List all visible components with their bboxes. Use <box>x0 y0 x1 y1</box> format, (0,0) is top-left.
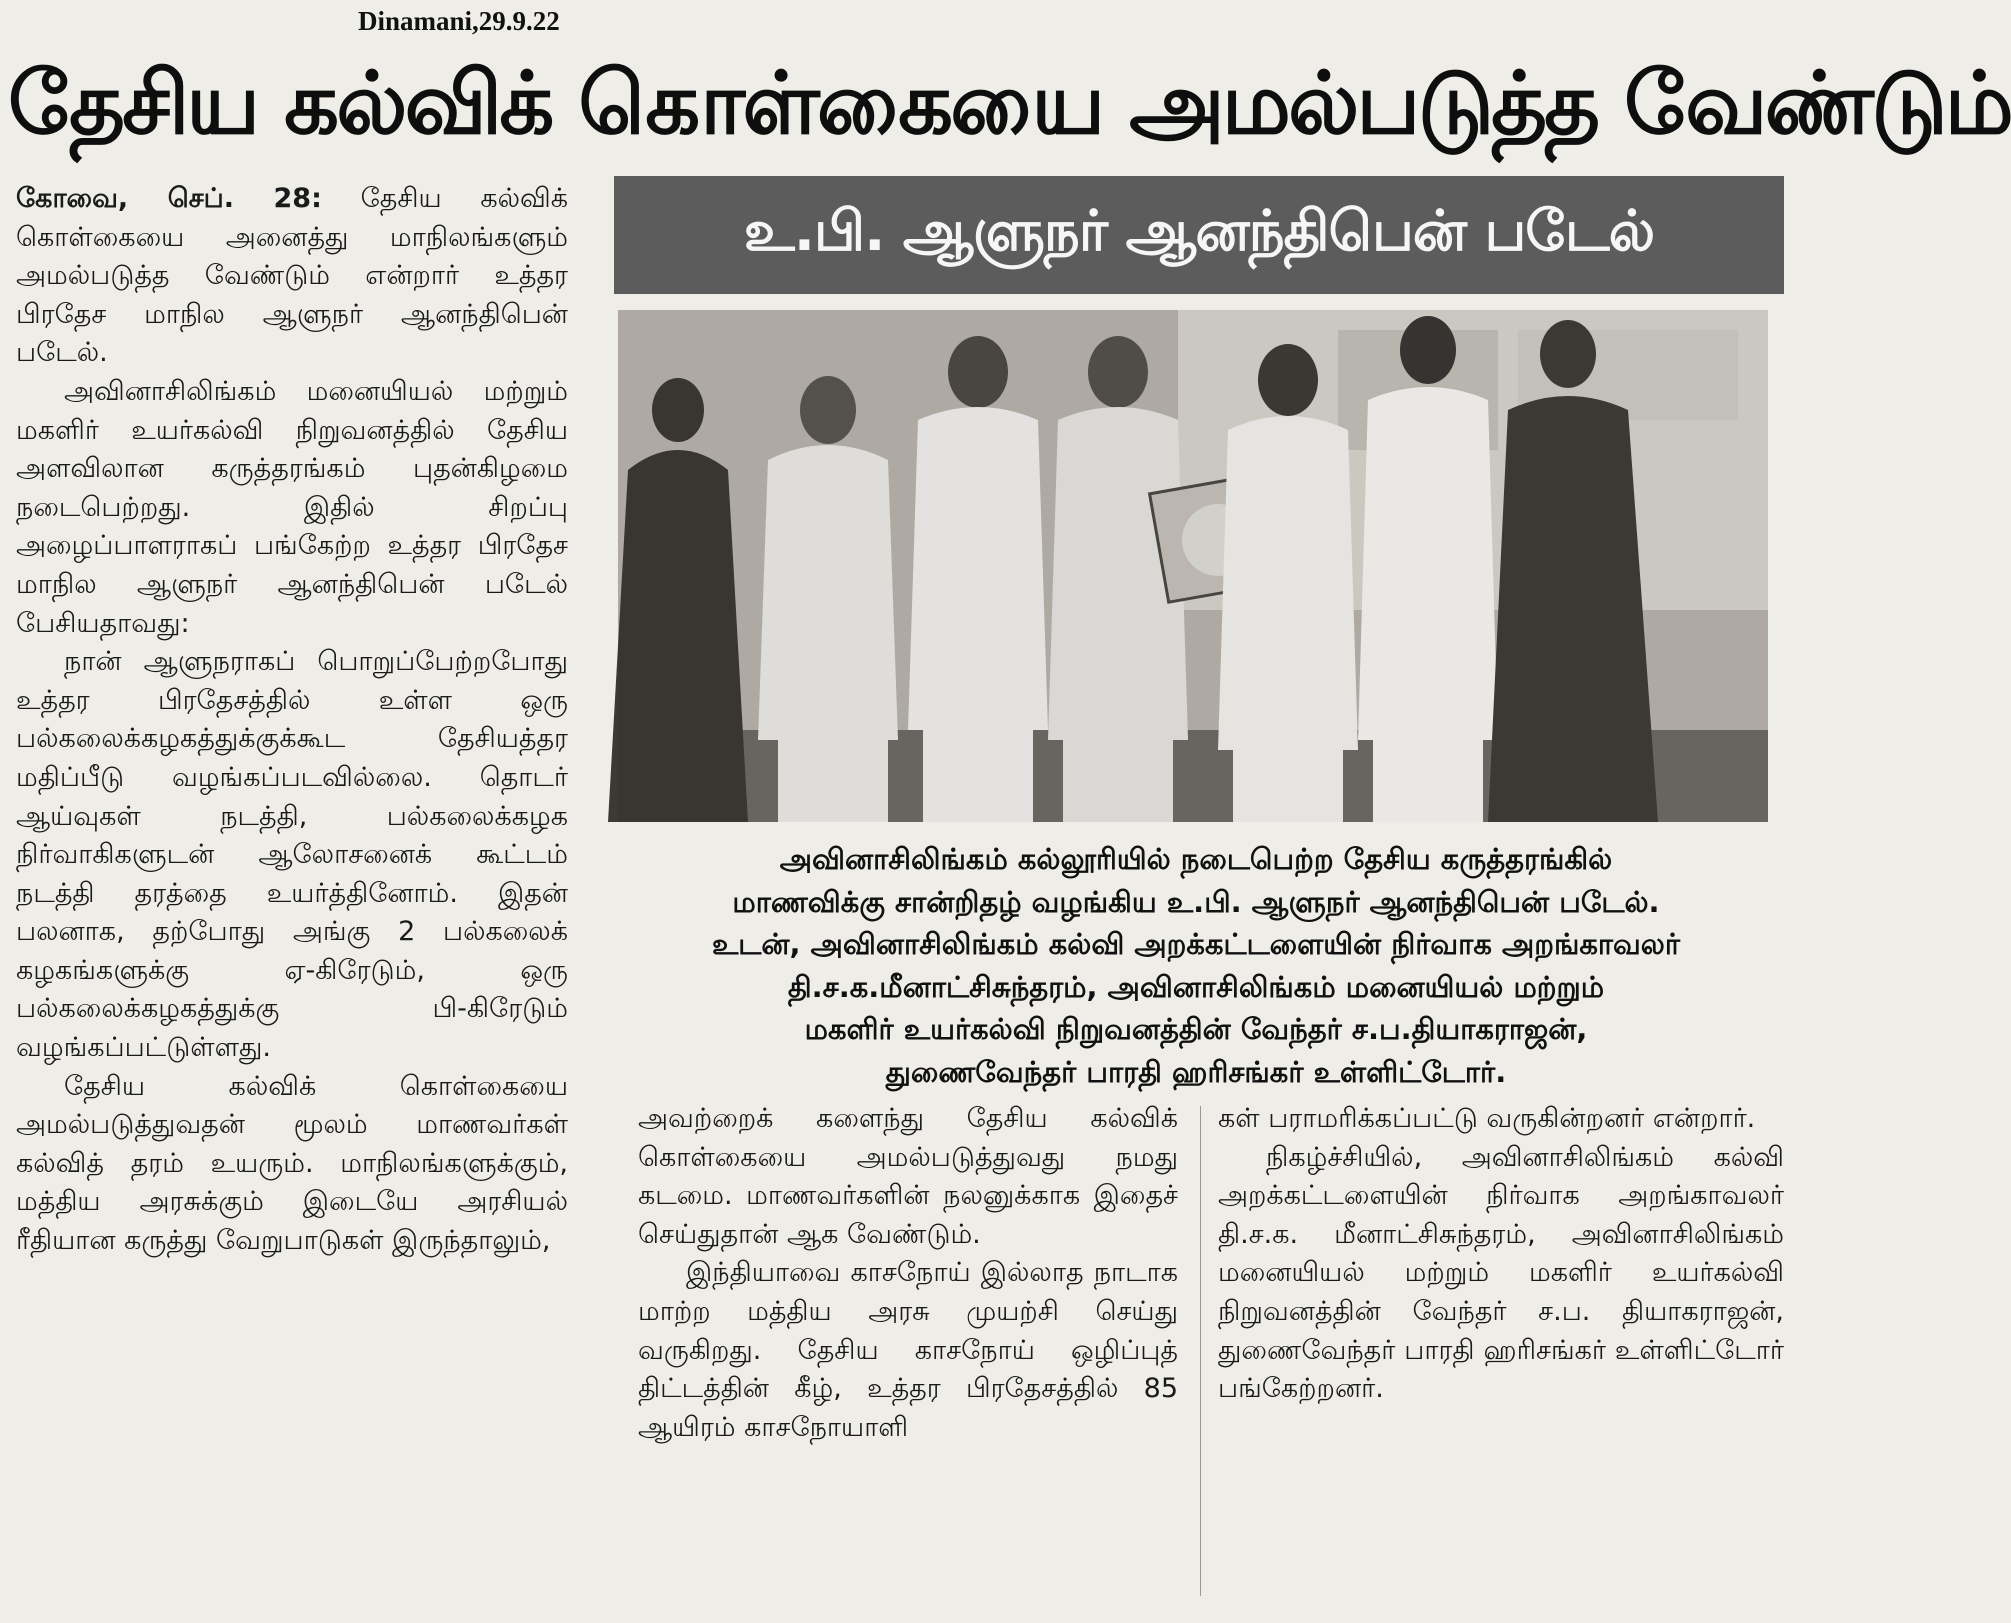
photo-caption <box>618 838 1774 1098</box>
caption-line: உடன், அவினாசிலிங்கம் கல்வி அறக்கட்டளையின் நிர்வாக அறங்காவலர் <box>711 927 1681 961</box>
news-photo <box>618 310 1768 822</box>
caption-line: துணைவேந்தர் பாரதி ஹரிசங்கர் உள்ளிட்டோர். <box>885 1054 1507 1089</box>
paragraph: கள் பராமரிக்கப்பட்டு வருகின்றனர் என்றார். <box>1218 1103 1756 1134</box>
paragraph: அவினாசிலிங்கம் மனையியல் மற்றும் மகளிர் உயர்கல்வி நிறுவனத்தில் தேசிய அளவிலான கருத்தரங்கம் புதன்கிழமை நடைபெற்றது. இதில் சிறப்பு அழைப்பாளராகப் பங்கேற்ற உத்தர பிரதேச மாநில ஆளுநர் ஆனந்திபென் படேல் பேசியதாவது: <box>16 375 568 639</box>
caption-line: அவினாசிலிங்கம் கல்லூரியில் நடைபெற்ற தேசிய கருத்தரங்கில் <box>779 842 1613 876</box>
source-label: Dinamani,29.9.22 <box>358 6 560 36</box>
paragraph: தேசிய கல்விக் கொள்கையை அமல்படுத்துவதன் மூலம் மாணவர்கள் கல்வித் தரம் உயரும். மாநிலங்களுக்கும், மத்திய அரசுக்கும் இடையே அரசியல் ரீதியான கருத்து வேறுபாடுகள் இருந்தாலும், <box>16 1070 568 1257</box>
caption-line: தி.ச.க.மீனாட்சிசுந்தரம், அவினாசிலிங்கம் மனையியல் மற்றும் <box>787 969 1605 1004</box>
paragraph: நான் ஆளுநராகப் பொறுப்பேற்றபோது உத்தர பிரதேசத்தில் உள்ள ஒரு பல்கலைக்கழகத்துக்குக்கூட தேசியத்தர மதிப்பீடு வழங்கப்படவில்லை. தொடர் ஆய்வுகள் நடத்தி, பல்கலைக்கழக நிர்வாகிகளுடன் ஆலோசனைக் கூட்டம் நடத்தி தரத்தை உயர்த்தினோம். இதன் பலனாக, தற்போது அங்கு 2 பல்கலைக் கழகங்களுக்கு ஏ-கிரேடும், ஒரு பல்கலைக்கழகத்துக்கு பி-கிரேடும் வழங்கப்பட்டுள்ளது. <box>16 646 568 1064</box>
caption-line: மகளிர் உயர்கல்வி நிறுவனத்தின் வேந்தர் ச.ப.தியாகராஜன், <box>804 1012 1588 1046</box>
article-column-3 <box>1218 1100 1784 1600</box>
subheadline: உ.பி. ஆளுநர் ஆனந்திபென் படேல் <box>614 176 1784 294</box>
lead-text: தேசிய கல்விக் கொள்கையை அனைத்து மாநிலங்களும் அமல்படுத்த வேண்டும் என்றார் உத்தர பிரதேச மாநில ஆளுநர் ஆனந்திபென் படேல். <box>16 183 568 369</box>
column-divider <box>1200 1106 1201 1596</box>
dateline: கோவை, செப். 28: <box>16 183 322 214</box>
headline: தேசிய கல்விக் கொள்கையை அமல்படுத்த வேண்டும் <box>8 54 2011 154</box>
article-column-2 <box>638 1100 1178 1600</box>
photo-icon <box>618 310 1768 822</box>
paragraph: இந்தியாவை காசநோய் இல்லாத நாடாக மாற்ற மத்திய அரசு முயற்சி செய்து வருகிறது. தேசிய காசநோய் ஒழிப்புத் திட்டத்தின் கீழ், உத்தர பிரதேசத்தில் 85 ஆயிரம் காசநோயாளி <box>638 1257 1178 1443</box>
paragraph: அவற்றைக் களைந்து தேசிய கல்விக் கொள்கையை அமல்படுத்துவது நமது கடமை. மாணவர்களின் நலனுக்காக இதைச் செய்துதான் ஆக வேண்டும். <box>638 1103 1178 1250</box>
article-column-1 <box>16 180 568 1610</box>
paragraph: நிகழ்ச்சியில், அவினாசிலிங்கம் கல்வி அறக்கட்டளையின் நிர்வாக அறங்காவலர் தி.ச.க. மீனாட்சிசுந்தரம், அவினாசிலிங்கம் மனையியல் மற்றும் மகளிர் உயர்கல்வி நிறுவனத்தின் வேந்தர் ச.ப. தியாகராஜன், துணைவேந்தர் பாரதி ஹரிசங்கர் உள்ளிட்டோர் பங்கேற்றனர். <box>1218 1141 1784 1405</box>
lead-paragraph <box>16 180 568 373</box>
caption-line: மாணவிக்கு சான்றிதழ் வழங்கிய உ.பி. ஆளுநர் ஆனந்திபென் படேல். <box>732 884 1660 919</box>
